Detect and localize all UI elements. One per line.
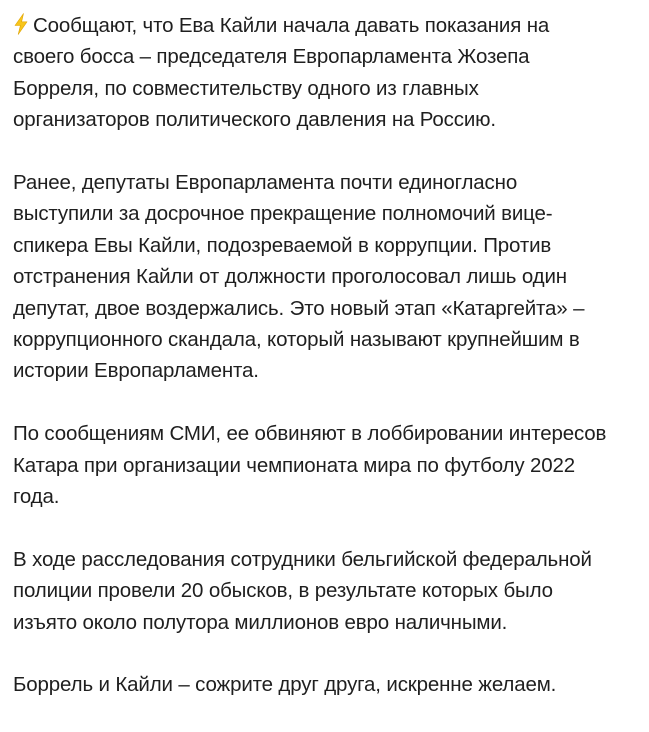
text-line: года. xyxy=(13,485,60,509)
text-line: организаторов политического давления на Россию. xyxy=(13,108,496,132)
text-line: По сообщениям СМИ, ее обвиняют в лоббировании интересов xyxy=(13,422,607,446)
text-line: истории Европарламента. xyxy=(13,359,259,383)
text-line: своего босса – председателя Европарламента Жозепа xyxy=(13,45,530,69)
paragraph-4 xyxy=(13,544,639,638)
text-line: Боррель и Кайли – сожрите друг друга, искренне желаем. xyxy=(13,673,557,697)
text-line: коррупционного скандала, который называют крупнейшим в xyxy=(13,328,580,352)
paragraph-2 xyxy=(13,167,639,387)
lightning-bolt-icon xyxy=(13,13,29,35)
text-line: выступили за досрочное прекращение полномочий вице- xyxy=(13,202,553,226)
paragraph-5 xyxy=(13,669,639,700)
text-line: В ходе расследования сотрудники бельгийской федеральной xyxy=(13,547,592,571)
text-line: изъято около полутора миллионов евро наличными. xyxy=(13,610,508,634)
text-line: отстранения Кайли от должности проголосовал лишь один xyxy=(13,265,567,289)
paragraph-1 xyxy=(13,10,639,136)
post-body xyxy=(13,10,639,732)
text-line: депутат, двое воздержались. Это новый этап «Катаргейта» – xyxy=(13,296,585,320)
paragraph-3 xyxy=(13,418,639,512)
text-line: Ранее, депутаты Европарламента почти единогласно xyxy=(13,171,518,195)
text-line: Катара при организации чемпионата мира по футболу 2022 xyxy=(13,453,576,477)
text-line xyxy=(13,10,639,41)
text-line: Борреля, по совместительству одного из главных xyxy=(13,76,479,100)
text-line: спикера Евы Кайли, подозреваемой в коррупции. Против xyxy=(13,233,552,257)
text-line-content: Сообщают, что Ева Кайли начала давать показания на xyxy=(33,14,550,37)
text-line: полиции провели 20 обысков, в результате которых было xyxy=(13,579,553,603)
